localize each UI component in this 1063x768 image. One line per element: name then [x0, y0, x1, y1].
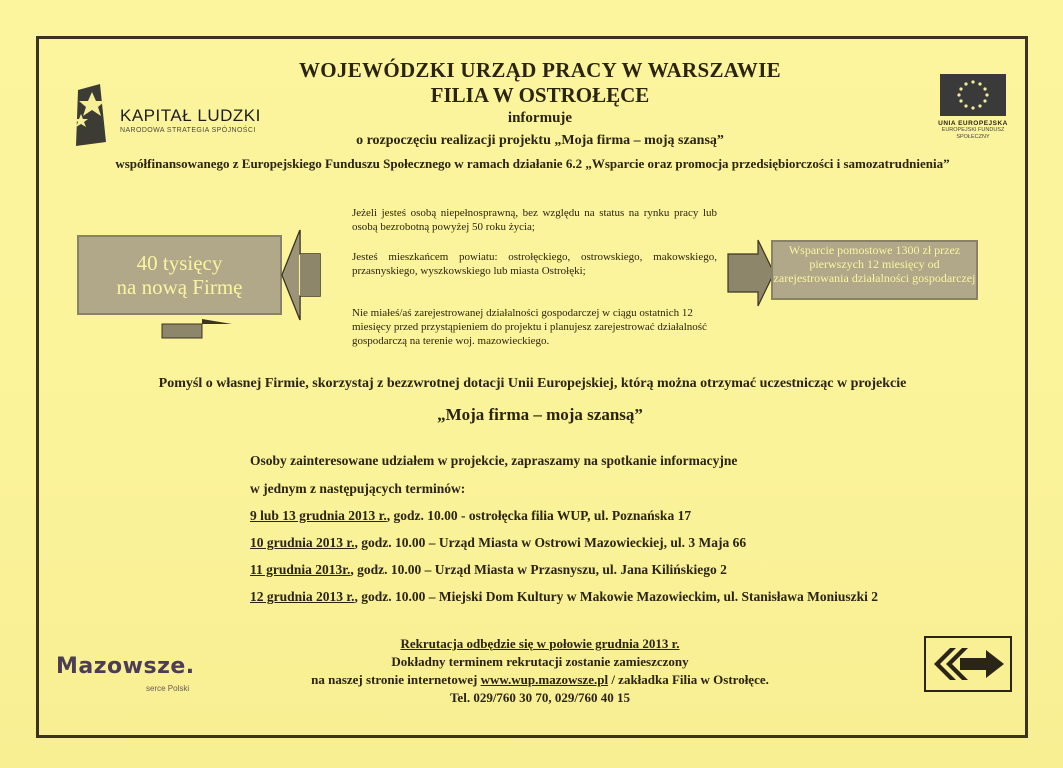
recruitment-detail: Dokładny terminem rekrutacji zostanie zamieszczony — [391, 654, 689, 669]
cofinancing-text: współfinansowanego z Europejskiego Funduszu Społecznego w ramach działanie 6.2 „Wsparcie oraz promocja przedsiębiorczości i samozatrudnienia” — [115, 156, 950, 171]
meeting-term-1-details: , godz. 10.00 - ostrołęcka filia WUP, ul. Poznańska 17 — [386, 508, 692, 523]
grant-amount-box — [77, 235, 282, 315]
eu-fund-line1: EUROPEJSKI FUNDUSZ — [941, 127, 1005, 133]
meeting-term-3-date: 11 grudnia 2013r. — [250, 562, 351, 577]
meeting-term-4 — [250, 589, 878, 605]
mazowsze-name: Mazowsze. — [56, 654, 195, 679]
mazowsze-logo — [56, 654, 226, 704]
meeting-term-4-date: 12 grudnia 2013 r. — [250, 589, 355, 604]
mazowsze-subtitle: serce Polski — [146, 684, 190, 693]
arrows-logo-box — [924, 636, 1012, 692]
invite-line2: w jednym z następujących terminów: — [250, 481, 466, 496]
kapital-ludzki-name: KAPITAŁ LUDZKI — [120, 106, 261, 125]
meeting-term-3-details: , godz. 10.00 – Urząd Miasta w Przasnyszu, ul. Jana Kilińskiego 2 — [350, 562, 727, 577]
recruitment-notice — [240, 636, 840, 652]
triple-arrow-icon — [926, 638, 1010, 690]
project-start-text: o rozpoczęciu realizacji projektu „Moja firma – moją szansą” — [356, 133, 724, 148]
meeting-term-1-date: 9 lub 13 grudnia 2013 r. — [250, 508, 387, 523]
recruitment-date-text: Rekrutacja odbędzie się w połowie grudnia 2013 r. — [400, 636, 680, 651]
website-suffix: / zakładka Filia w Ostrołęce. — [608, 672, 769, 687]
website-line — [240, 672, 840, 688]
encouragement-text: Pomyśl o własnej Firmie, skorzystaj z bezzwrotnej dotacji Unii Europejskiej, którą można otrzymać uczestnicząc w projekcie — [158, 376, 907, 391]
meeting-term-2-date: 10 grudnia 2013 r. — [250, 535, 355, 550]
bridge-support-box: Wsparcie pomostowe 1300 zł przez pierwszych 12 miesięcy od zarejestrowania działalności gospodarczej — [771, 240, 978, 300]
eu-logo — [928, 74, 1018, 154]
left-pointing-arrow-icon — [280, 228, 340, 322]
kapital-ludzki-subtitle: NARODOWA STRATEGIA SPÓJNOŚCI — [120, 127, 256, 134]
meeting-term-4-details: , godz. 10.00 – Miejski Dom Kultury w Makowie Mazowieckim, ul. Stanisława Moniuszki 2 — [354, 589, 879, 604]
phone-numbers: Tel. 029/760 30 70, 029/760 40 15 — [449, 690, 631, 705]
right-pointing-arrow-icon — [722, 238, 776, 308]
eu-fund-line2: SPOŁECZNY — [956, 134, 990, 140]
informuje-text: informuje — [507, 110, 573, 126]
condition-3: Nie miałeś/aś zarejestrowanej działalności gospodarczej w ciągu ostatnich 12 miesięcy przed przystąpieniem do projektu i planujesz zarejestrować działalność gospodarczą na terenie woj. mazowieckiego. — [352, 307, 707, 347]
meeting-term-1 — [250, 508, 691, 524]
condition-1: Jeżeli jesteś osobą niepełnosprawną, bez względu na status na rynku pracy lub osobą bezrobotną powyżej 50 roku życia; — [352, 207, 717, 233]
meeting-term-2-details: , godz. 10.00 – Urząd Miasta w Ostrowi Mazowieckiej, ul. 3 Maja 66 — [354, 535, 747, 550]
invite-line1: Osoby zainteresowane udziałem w projekcie, zapraszamy na spotkanie informacyjne — [250, 453, 738, 468]
website-prefix: na naszej stronie internetowej — [311, 672, 481, 687]
condition-2: Jesteś mieszkańcem powiatu: ostrołęckiego, ostrowskiego, makowskiego, przasnyskiego, wyszkowskiego lub miasta Ostrołęki; — [352, 251, 717, 277]
kapital-ludzki-star-icon — [72, 84, 106, 146]
title-line1: WOJEWÓDZKI URZĄD PRACY W WARSZAWIE — [298, 58, 781, 82]
underline-arrow-icon — [132, 316, 232, 340]
grant-amount-line2: na nową Firmę — [116, 275, 243, 299]
meeting-term-2 — [250, 535, 746, 551]
grant-amount-line1: 40 tysięcy — [136, 251, 223, 275]
project-name: „Moja firma – moja szansą” — [437, 405, 643, 424]
eu-flag-icon — [940, 74, 1006, 116]
title-line2: FILIA W OSTROŁĘCE — [430, 83, 650, 107]
website-link[interactable]: www.wup.mazowsze.pl — [480, 672, 609, 687]
meeting-term-3 — [250, 562, 727, 578]
eu-name: UNIA EUROPEJSKA — [938, 120, 1008, 127]
